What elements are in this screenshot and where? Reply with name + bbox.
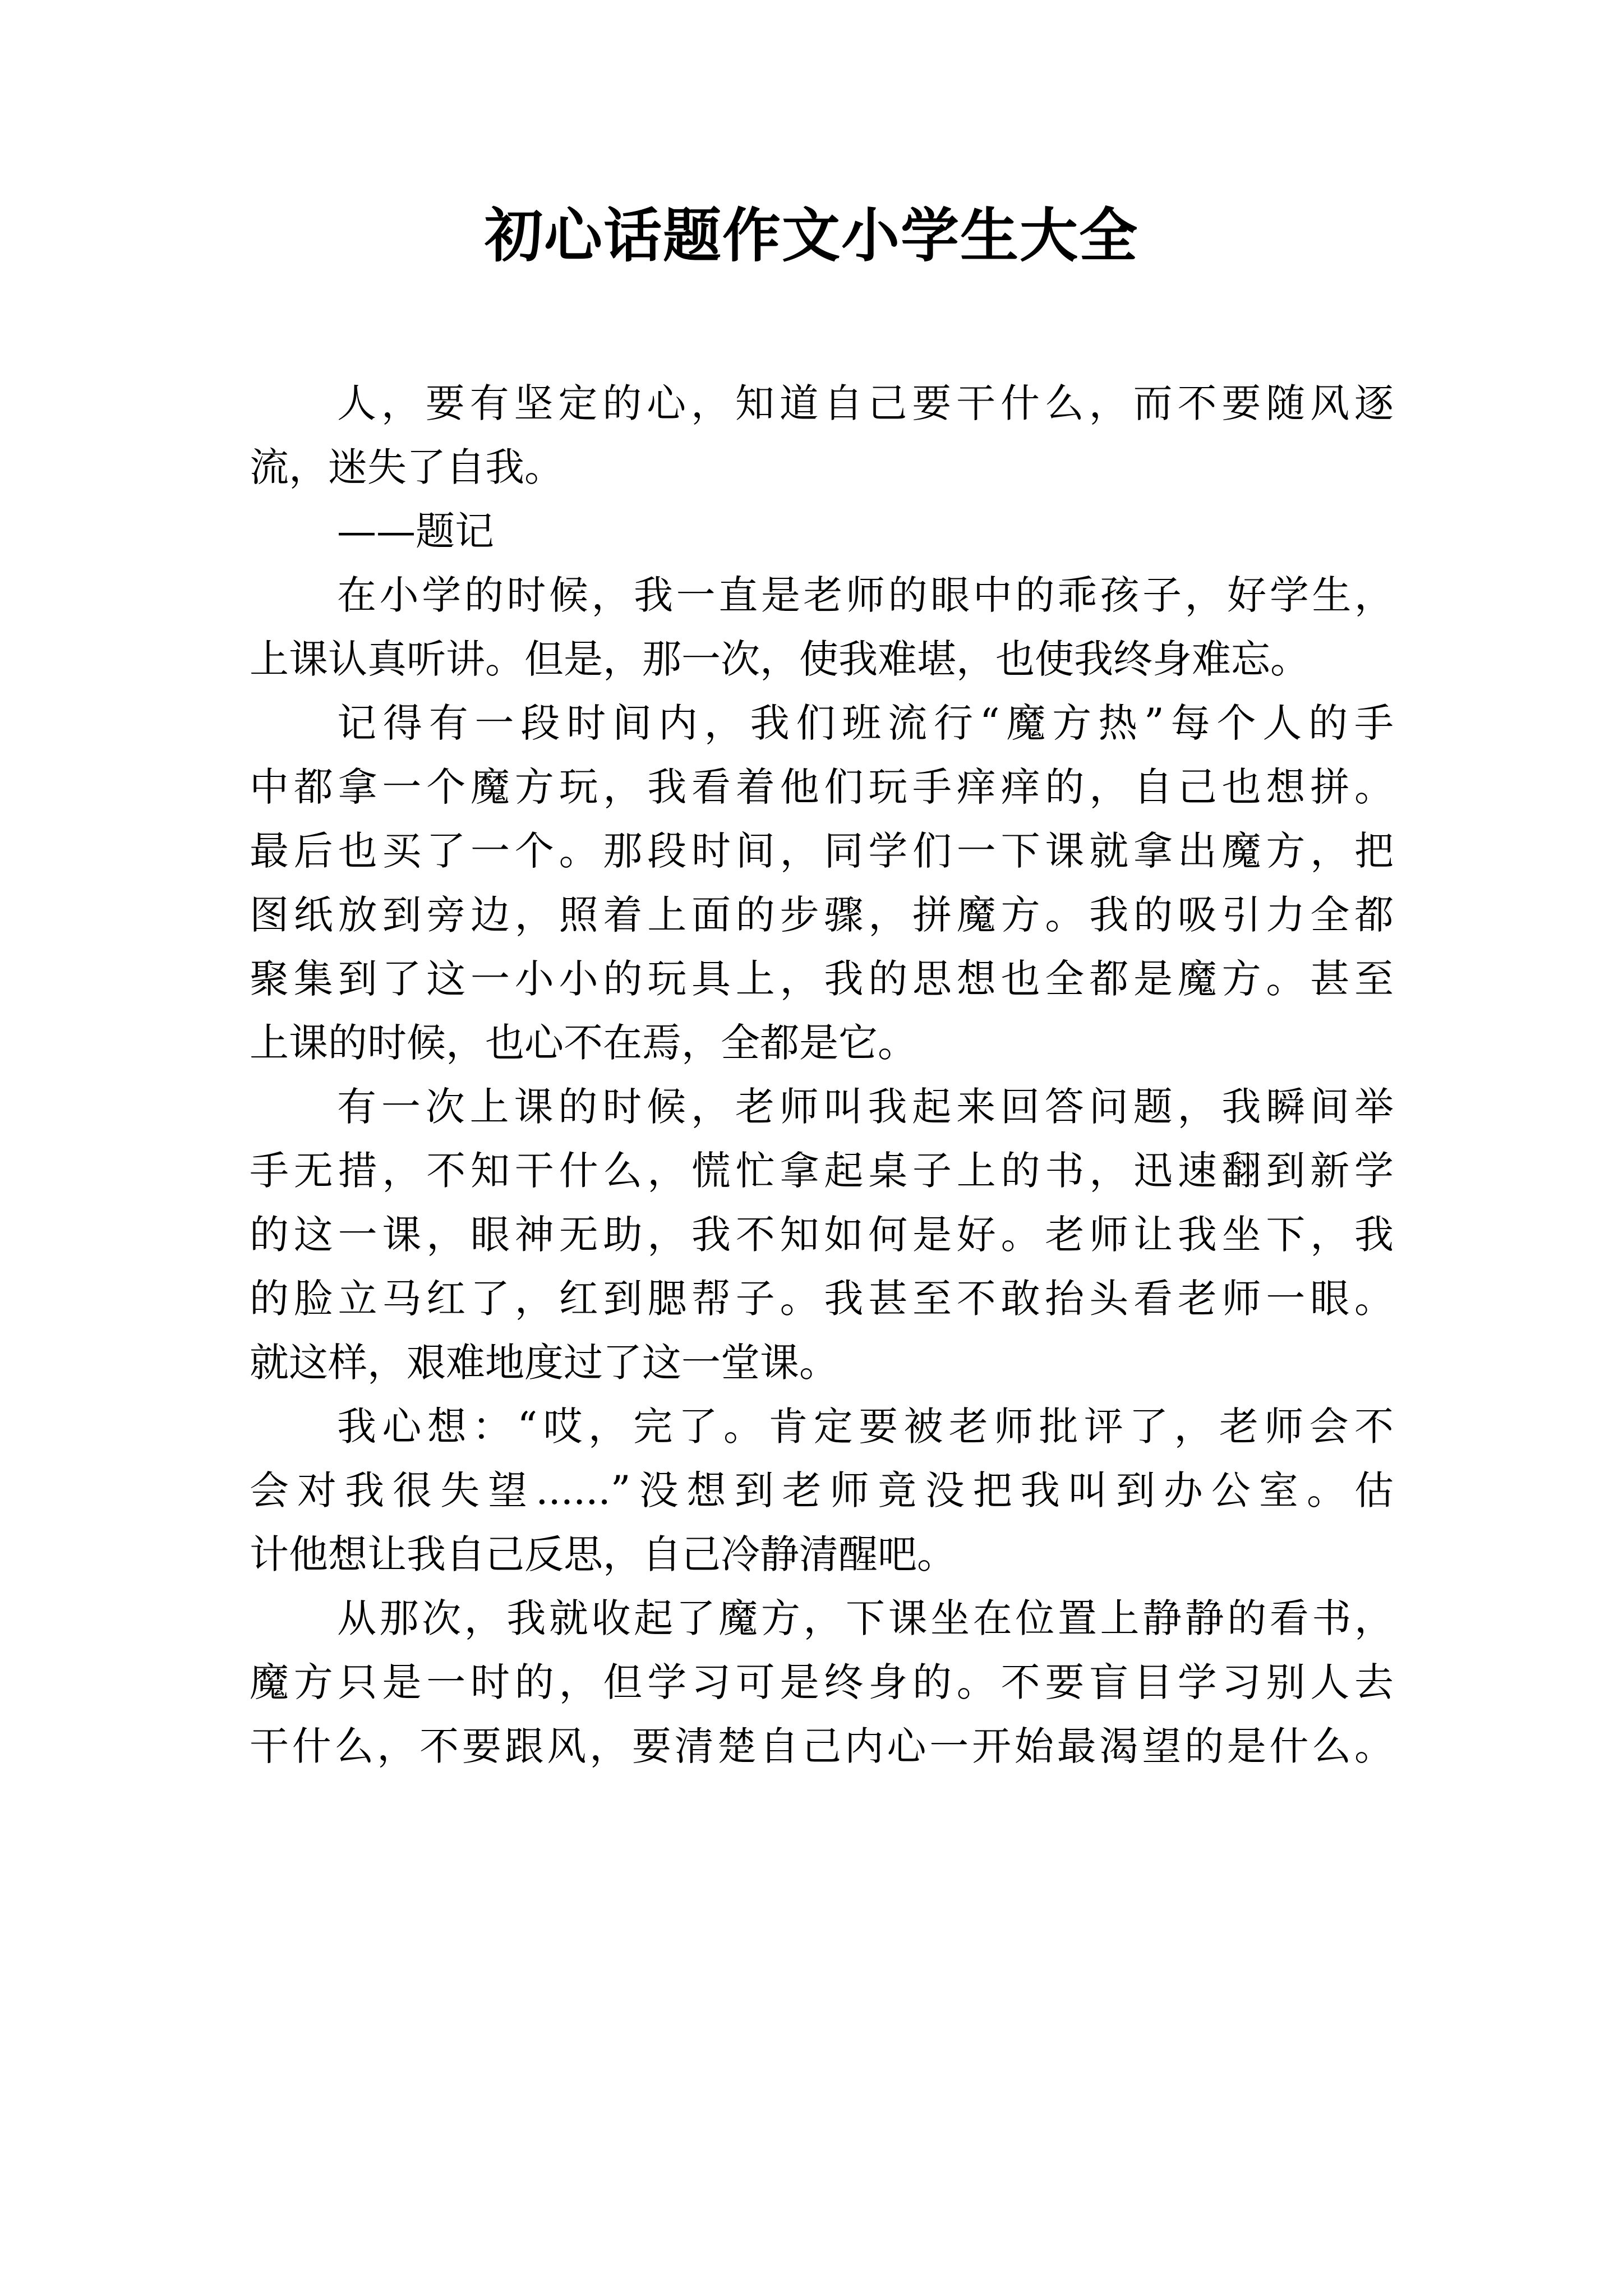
body-text-line: 手无措，不知干什么，慌忙拿起桌子上的书，迅速翻到新学 (250, 1148, 1394, 1194)
body-text-line: 的这一课，眼神无助，我不知如何是好。老师让我坐下，我 (250, 1212, 1394, 1258)
body-text-line: 记得有一段时间内，我们班流行“魔方热”每个人的手 (337, 700, 1394, 746)
body-text-line: 我心想：“哎，完了。肯定要被老师批评了，老师会不 (337, 1404, 1394, 1450)
body-text-line: 的脸立马红了，红到腮帮子。我甚至不敢抬头看老师一眼。 (250, 1276, 1394, 1322)
body-text-line: 就这样，艰难地度过了这一堂课。 (250, 1340, 838, 1386)
body-text-line: 计他想让我自己反思，自己冷静清醒吧。 (250, 1531, 956, 1577)
body-text-line: 中都拿一个魔方玩，我看着他们玩手痒痒的，自己也想拼。 (250, 764, 1394, 810)
body-text-line: 会对我很失望......”没想到老师竟没把我叫到办公室。估 (250, 1467, 1394, 1513)
body-text-line: 流，迷失了自我。 (250, 444, 564, 490)
body-text-line: 从那次，我就收起了魔方，下课坐在位置上静静的看书， (337, 1595, 1394, 1641)
body-text-line: 上课认真听讲。但是，那一次，使我难堪，也使我终身难忘。 (250, 636, 1310, 682)
body-text-line: 人，要有坚定的心，知道自己要干什么，而不要随风逐 (337, 380, 1394, 426)
body-text-line: 最后也买了一个。那段时间，同学们一下课就拿出魔方，把 (250, 828, 1394, 874)
body-text-line: 聚集到了这一小小的玩具上，我的思想也全都是魔方。甚至 (250, 956, 1394, 1002)
document-body (250, 371, 1394, 1778)
body-text-line: 魔方只是一时的，但学习可是终身的。不要盲目学习别人去 (250, 1659, 1394, 1705)
body-text-line: 干什么，不要跟风，要清楚自己内心一开始最渴望的是什么。 (250, 1723, 1394, 1769)
body-text-line: ——题记 (337, 508, 494, 554)
body-text-line: 在小学的时候，我一直是老师的眼中的乖孩子，好学生， (337, 572, 1394, 618)
document-title: 初心话题作文小学生大全 (484, 201, 1138, 270)
body-text-line: 上课的时候，也心不在焉，全都是它。 (250, 1020, 917, 1066)
body-text-line: 有一次上课的时候，老师叫我起来回答问题，我瞬间举 (337, 1084, 1394, 1130)
body-text-line: 图纸放到旁边，照着上面的步骤，拼魔方。我的吸引力全都 (250, 892, 1394, 938)
